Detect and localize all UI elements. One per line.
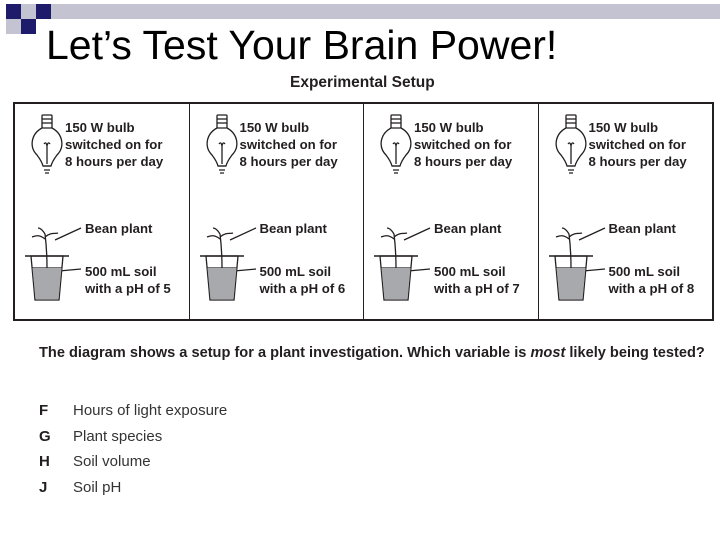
plant-label: Bean plant: [259, 221, 327, 236]
plant-label: Bean plant: [434, 221, 502, 236]
plant-label: Bean plant: [608, 221, 676, 236]
setup-panel: [15, 104, 190, 319]
soil-description: 500 mL soil with a pH of 7: [434, 264, 520, 296]
soil-description: 500 mL soil with a pH of 5: [85, 264, 171, 296]
bulb-description: 150 W bulb switched on for 8 hours per day: [588, 120, 687, 169]
setup-panel: [539, 104, 713, 319]
setup-heading: Experimental Setup: [290, 74, 435, 91]
option-letter: F: [39, 402, 49, 419]
question-text: [39, 344, 709, 363]
option-text: Hours of light exposure: [73, 402, 228, 419]
option-letter: J: [39, 478, 48, 496]
soil-description: 500 mL soil with a pH of 6: [259, 264, 346, 296]
setup-panel: [190, 104, 365, 319]
option-letter: G: [39, 427, 51, 445]
option-letter: H: [39, 453, 50, 470]
plant-label: Bean plant: [85, 221, 153, 236]
option-text: Soil pH: [73, 478, 122, 496]
setup-diagram: [13, 102, 714, 321]
question-text-start: The diagram shows a setup for a plant investigation. Which variable is: [39, 345, 531, 361]
soil-description: 500 mL soil with a pH of 8: [608, 264, 695, 296]
bulb-description: 150 W bulb switched on for 8 hours per day: [414, 120, 513, 169]
bulb-description: 150 W bulb switched on for 8 hours per day: [239, 120, 338, 169]
bulb-description: 150 W bulb switched on for 8 hours per day: [65, 120, 164, 169]
question-emphasis: most: [530, 345, 566, 361]
option-text: Plant species: [73, 427, 163, 445]
option-text: Soil volume: [73, 453, 151, 470]
setup-panel: [364, 104, 539, 319]
question-text-end: likely being tested?: [565, 345, 705, 361]
slide-title: Let’s Test Your Brain Power!: [46, 22, 558, 68]
